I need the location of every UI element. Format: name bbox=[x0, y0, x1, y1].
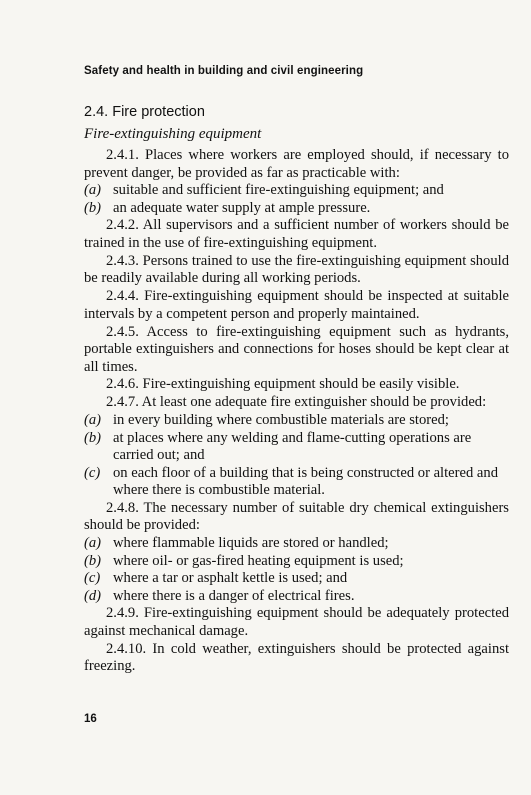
body-text bbox=[84, 147, 509, 676]
list-item-text: in every building where combustible materials are stored; bbox=[113, 412, 449, 429]
list-item bbox=[84, 430, 509, 465]
list-item bbox=[84, 412, 509, 430]
list-item-text: at places where any welding and flame-cutting operations are carried out; and bbox=[113, 429, 472, 464]
paragraph-2-4-9: 2.4.9. Fire-extinguishing equipment should be adequately protected against mechanical damage. bbox=[84, 605, 509, 639]
list-marker: (c) bbox=[84, 570, 101, 587]
paragraph-2-4-8: 2.4.8. The necessary number of suitable dry chemical extinguishers should be provided: bbox=[84, 499, 509, 534]
list-item-text: suitable and sufficient fire-extinguishing equipment; and bbox=[113, 182, 444, 199]
list-marker: (b) bbox=[84, 429, 102, 446]
paragraph-2-4-10: 2.4.10. In cold weather, extinguishers should be protected against freezing. bbox=[84, 640, 509, 675]
list-item-text: where flammable liquids are stored or handled; bbox=[113, 535, 389, 552]
list-item bbox=[84, 553, 509, 571]
list-item-text: where a tar or asphalt kettle is used; and bbox=[113, 570, 348, 587]
list-item bbox=[84, 588, 509, 606]
list-item bbox=[84, 200, 509, 218]
list-item-text: where there is a danger of electrical fires. bbox=[113, 587, 355, 604]
paragraph-2-4-1: 2.4.1. Places where workers are employed should, if necessary to prevent danger, be provided as far as practicable with: bbox=[84, 147, 509, 181]
subheading: Fire-extinguishing equipment bbox=[84, 126, 262, 142]
paragraph-2-4-6: 2.4.6. Fire-extinguishing equipment should be easily visible. bbox=[106, 376, 460, 393]
list-marker: (a) bbox=[84, 412, 102, 429]
paragraph-2-4-4: 2.4.4. Fire-extinguishing equipment should be inspected at suitable intervals by a competent person and properly maintained. bbox=[84, 288, 509, 322]
list-item-text: an adequate water supply at ample pressure. bbox=[113, 199, 371, 216]
list-item bbox=[84, 535, 509, 553]
list-item-text: on each floor of a building that is being constructed or altered and where there is combustible material. bbox=[113, 464, 498, 499]
list-marker: (d) bbox=[84, 587, 102, 604]
paragraph-2-4-5: 2.4.5. Access to fire-extinguishing equipment such as hydrants, portable extinguishers and connections for hoses should be kept clear at all times. bbox=[84, 323, 509, 375]
list-marker: (b) bbox=[84, 199, 102, 216]
paragraph-2-4-2: 2.4.2. All supervisors and a sufficient number of workers should be trained in the use of fire-extinguishing equipment. bbox=[84, 217, 509, 251]
running-header: Safety and health in building and civil engineering bbox=[84, 65, 364, 77]
list-marker: (a) bbox=[84, 182, 102, 199]
list-item-text: where oil- or gas-fired heating equipment is used; bbox=[113, 552, 404, 569]
paragraph-2-4-7: 2.4.7. At least one adequate fire extinguisher should be provided: bbox=[106, 394, 487, 411]
list-marker: (b) bbox=[84, 552, 102, 569]
list-marker: (a) bbox=[84, 535, 102, 552]
page-number: 16 bbox=[84, 713, 97, 725]
list-item bbox=[84, 182, 509, 200]
list-item bbox=[84, 570, 509, 588]
list-marker: (c) bbox=[84, 464, 101, 481]
section-heading: 2.4. Fire protection bbox=[84, 104, 205, 120]
paragraph-2-4-3: 2.4.3. Persons trained to use the fire-extinguishing equipment should be readily available during all working periods. bbox=[84, 252, 509, 287]
list-item bbox=[84, 465, 509, 500]
